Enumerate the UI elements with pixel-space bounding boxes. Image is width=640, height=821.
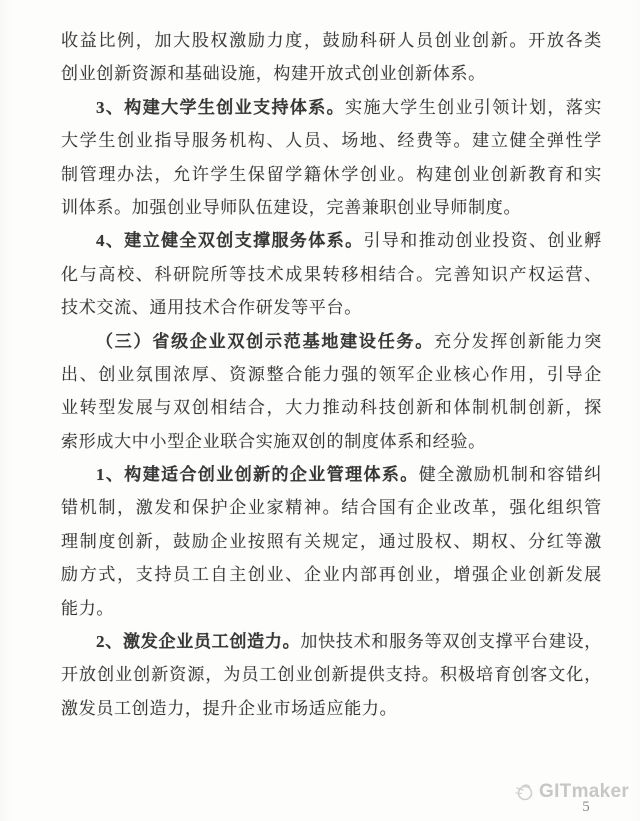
gitmaker-logo-icon [514, 782, 534, 802]
line-text: 错机制，激发和保护企业家精神。结合国有企业改革，强化组织管 [61, 498, 602, 518]
text-line [61, 692, 602, 725]
text-line [61, 391, 602, 424]
text-line [61, 124, 602, 157]
text-line [61, 558, 602, 591]
paragraph-lead: 1、构建适合创业创新的企业管理体系。 [96, 465, 419, 485]
line-text: 激发员工创造力，提升企业市场适应能力。 [61, 698, 398, 718]
text-line [61, 491, 602, 524]
text-line [61, 525, 602, 558]
text-line [61, 224, 602, 257]
text-line [61, 91, 602, 124]
line-text: 制管理办法，允许学生保留学籍休学创业。构建创业创新教育和实 [61, 164, 602, 184]
text-line [61, 358, 602, 391]
text-line [61, 258, 602, 291]
text-line [61, 658, 602, 691]
text-line [61, 57, 602, 90]
line-text: 引导和推动创业投资、创业孵 [363, 231, 602, 251]
document-body [61, 24, 602, 725]
line-text: 化与高校、科研院所等技术成果转移相结合。完善知识产权运营、 [61, 264, 602, 284]
text-line [61, 425, 602, 458]
line-text: 加快技术和服务等双创支撑平台建设， [300, 632, 602, 652]
watermark-label: GITmaker [539, 781, 630, 802]
text-line [61, 291, 602, 324]
line-text: 大学生创业指导服务机构、人员、场地、经费等。建立健全弹性学 [61, 131, 602, 151]
line-text: 业转型发展与双创相结合，大力推动科技创新和体制机制创新，探 [61, 398, 602, 418]
line-text: 技术交流、通用技术合作研发等平台。 [61, 298, 362, 318]
text-line [61, 625, 602, 658]
text-line [61, 325, 602, 358]
watermark [514, 781, 629, 803]
text-line [61, 458, 602, 491]
page-number: 5 [582, 799, 590, 815]
paragraph-lead: 2、激发企业员工创造力。 [96, 632, 301, 652]
line-text: 理制度创新，鼓励企业按照有关规定，通过股权、期权、分红等激 [61, 531, 602, 551]
paragraph-lead: （三）省级企业双创示范基地建设任务。 [96, 331, 435, 351]
line-text: 健全激励机制和容错纠 [418, 465, 602, 485]
line-text: 励方式，支持员工自主创业、企业内部再创业，增强企业创新发展 [61, 565, 602, 585]
line-text: 索形成大中小型企业联合实施双创的制度体系和经验。 [61, 431, 486, 451]
line-text: 收益比例，加大股权激励力度，鼓励科研人员创业创新。开放各类 [61, 31, 602, 50]
text-line [61, 158, 602, 191]
line-text: 能力。 [61, 598, 115, 618]
line-text: 实施大学生创业引领计划，落实 [345, 97, 602, 117]
line-text: 训体系。加强创业导师队伍建设，完善兼职创业导师制度。 [61, 197, 522, 217]
paragraph-lead: 3、构建大学生创业支持体系。 [96, 97, 346, 117]
text-line [61, 592, 602, 625]
text-line [61, 191, 602, 224]
line-text: 创业创新资源和基础设施，构建开放式创业创新体系。 [61, 64, 486, 84]
line-text: 充分发挥创新能力突 [434, 331, 602, 351]
paragraph-lead: 4、建立健全双创支撑服务体系。 [96, 231, 364, 251]
line-text: 出、创业氛围浓厚、资源整合能力强的领军企业核心作用，引导企 [61, 364, 602, 384]
line-text: 开放创业创新资源，为员工创业创新提供支持。积极培育创客文化， [61, 665, 602, 685]
text-line [61, 24, 602, 57]
